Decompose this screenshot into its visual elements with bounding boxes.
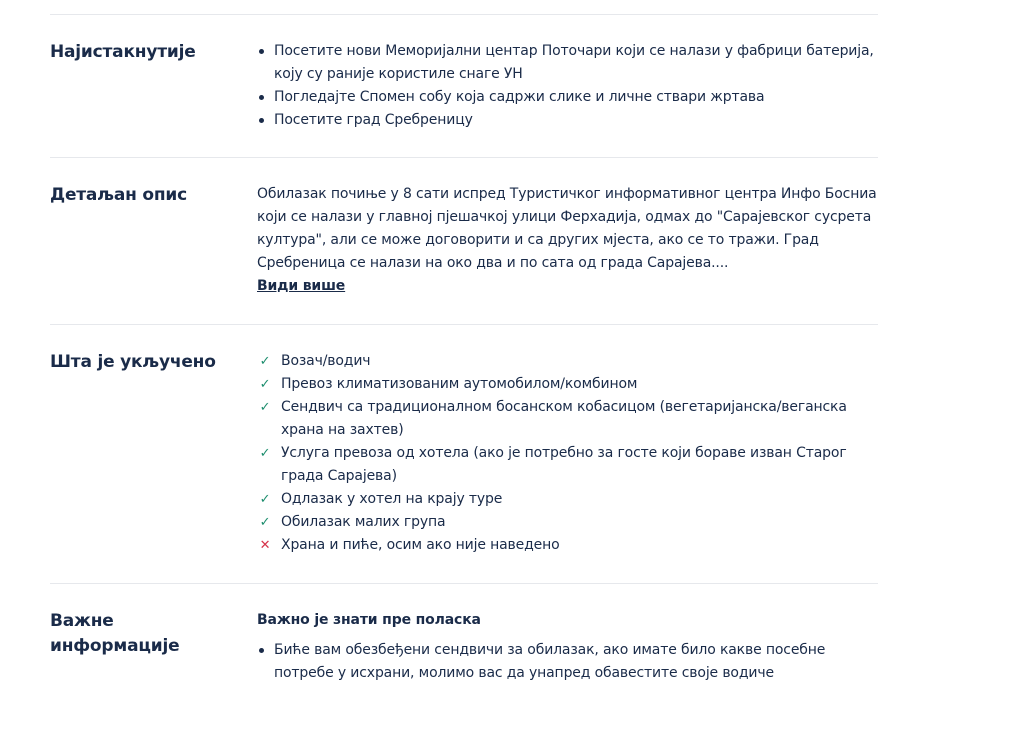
included-list <box>257 350 881 557</box>
bullet-icon <box>259 118 264 123</box>
check-icon: ✓ <box>259 492 271 507</box>
included-title: Шта је укључено <box>50 352 216 372</box>
list-item: ✕ Храна и пиће, осим ако није наведено <box>257 534 881 557</box>
description-title: Детаљан опис <box>50 185 187 205</box>
check-icon: ✓ <box>259 515 271 530</box>
list-item: Биће вам обезбеђени сендвичи за обилазак, ако имате било какве посебне потребе у исхрани, молимо вас да унапред обавестите своје водиче <box>257 639 881 685</box>
list-item: ✓ Возач/водич <box>257 350 881 373</box>
important-subtitle: Важно је знати пре поласка <box>257 612 481 628</box>
important-title: Важне информације <box>50 611 180 656</box>
list-item: Посетите нови Меморијални центар Поточари који се налази у фабрици батерија, коју су раније користиле снаге УН <box>257 40 881 86</box>
important-list <box>257 639 881 685</box>
list-item: ✓ Одлазак у хотел на крају туре <box>257 488 881 511</box>
highlights-list <box>257 40 881 132</box>
divider-top <box>50 14 878 15</box>
divider <box>50 583 878 584</box>
list-item: Погледајте Спомен собу која садржи слике и личне ствари жртава <box>257 86 881 109</box>
included-content <box>257 350 881 557</box>
see-more-link[interactable]: Види више <box>257 278 346 294</box>
highlights-content <box>257 40 881 132</box>
check-icon: ✓ <box>259 354 271 369</box>
cross-icon: ✕ <box>259 538 271 553</box>
important-content <box>257 609 881 685</box>
bullet-icon <box>259 49 264 54</box>
check-icon: ✓ <box>259 377 271 392</box>
bullet-icon <box>259 648 264 653</box>
check-icon: ✓ <box>259 446 271 461</box>
divider <box>50 324 878 325</box>
highlights-title: Најистакнутије <box>50 42 196 62</box>
list-item: Посетите град Сребреницу <box>257 109 881 132</box>
list-item: ✓ Превоз климатизованим аутомобилом/комбином <box>257 373 881 396</box>
divider <box>50 157 878 158</box>
bullet-icon <box>259 95 264 100</box>
description-content <box>257 183 881 298</box>
list-item: ✓ Сендвич са традиционалном босанском кобасицом (вегетаријанска/веганска храна на захтев) <box>257 396 881 442</box>
description-text: Обилазак почиње у 8 сати испред Туристичког информативног центра Инфо Босниа који се налази у главној пјешачкој улици Ферхадија, одмах до "Сарајевског сусрета култура", али се може договорити и са других мјеста, ако се то тражи. Град Сребреница се налази на око два и по сата од града Сарајева.... <box>257 186 877 271</box>
list-item: ✓ Обилазак малих група <box>257 511 881 534</box>
list-item: ✓ Услуга превоза од хотела (ако је потребно за госте који бораве изван Старог града Сарајева) <box>257 442 881 488</box>
check-icon: ✓ <box>259 400 271 415</box>
